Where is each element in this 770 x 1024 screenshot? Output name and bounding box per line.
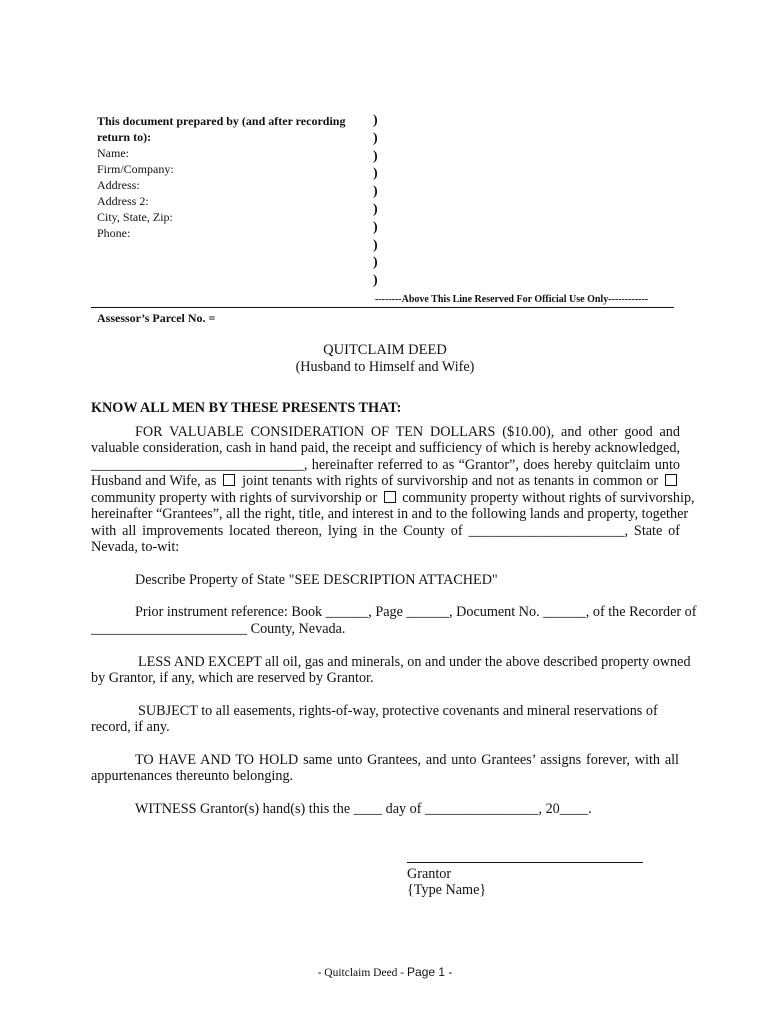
consideration-line-3: ______________________________, hereinafter referred to as “Grantor”, does hereby quitclaim unto: [91, 457, 680, 473]
know-all-men-heading: KNOW ALL MEN BY THESE PRESENTS THAT:: [91, 400, 402, 416]
name-field-label: Name:: [97, 146, 129, 160]
address2-field-label: Address 2:: [97, 194, 149, 208]
firm-field-label: Firm/Company:: [97, 162, 174, 176]
subject-to-line-1: SUBJECT to all easements, rights-of-way, protective covenants and mineral reservations of: [138, 703, 658, 719]
address-field-label: Address:: [97, 178, 140, 192]
official-use-divider: [91, 307, 674, 308]
line4-middle: joint tenants with rights of survivorship and not as tenants in common or: [242, 473, 659, 489]
city-state-zip-field-label: City, State, Zip:: [97, 210, 173, 224]
to-have-and-hold-line-2: appurtenances thereunto belonging.: [91, 768, 294, 784]
witness-line: WITNESS Grantor(s) hand(s) this the ____ day of ________________, 20____.: [135, 801, 592, 817]
grantor-type-name: {Type Name}: [407, 882, 487, 898]
footer-page-number: Page 1 -: [407, 965, 453, 979]
assessor-parcel-number: Assessor’s Parcel No. =: [97, 311, 216, 325]
line5-start: community property with rights of survivorship or: [91, 490, 378, 506]
joint-tenants-checkbox[interactable]: [223, 474, 235, 486]
community-property-no-survivorship-checkbox[interactable]: [384, 491, 396, 503]
consideration-line-6: hereinafter “Grantees”, all the right, title, and interest in and to the following lands and property, together: [91, 506, 689, 522]
paren: ): [373, 166, 378, 182]
paren: ): [373, 130, 378, 146]
prepared-by-heading-line2: return to):: [97, 130, 152, 144]
less-and-except-line-2: by Grantor, if any, which are reserved by Grantor.: [91, 670, 374, 686]
property-description: Describe Property of State "SEE DESCRIPTION ATTACHED": [135, 572, 498, 588]
paren: ): [373, 273, 378, 289]
community-property-survivorship-checkbox[interactable]: [665, 474, 677, 486]
official-use-notice: --------Above This Line Reserved For Official Use Only------------: [375, 294, 649, 305]
paren: ): [373, 184, 378, 200]
prior-instrument-line-2: ______________________ County, Nevada.: [91, 621, 346, 637]
footer-doc-name: - Quitclaim Deed -: [317, 967, 408, 979]
consideration-line-4: [91, 473, 680, 490]
grantor-label: Grantor: [407, 866, 452, 882]
paren: ): [373, 201, 378, 217]
page-footer: [0, 965, 770, 979]
phone-field-label: Phone:: [97, 226, 131, 240]
consideration-line-5: [91, 490, 695, 507]
paren: ): [373, 237, 378, 253]
subject-to-line-2: record, if any.: [91, 719, 170, 735]
document-subtitle: (Husband to Himself and Wife): [295, 359, 475, 375]
signature-line[interactable]: [407, 862, 643, 863]
less-and-except-line-1: LESS AND EXCEPT all oil, gas and minerals, on and under the above described property owned: [138, 654, 691, 670]
to-have-and-hold-line-1: TO HAVE AND TO HOLD same unto Grantees, and unto Grantees’ assigns forever, with all: [135, 752, 679, 768]
paren: ): [373, 219, 378, 235]
prepared-by-heading-line1: This document prepared by (and after recording: [97, 114, 346, 128]
paren-column: [373, 112, 378, 290]
consideration-line-8: Nevada, to-wit:: [91, 539, 180, 555]
consideration-line-2: valuable consideration, cash in hand paid, the receipt and sufficiency of which is hereby acknowledged,: [91, 440, 680, 456]
prior-instrument-line-1: Prior instrument reference: Book ______, Page ______, Document No. ______, of the Recorder of: [135, 604, 697, 620]
line5-end: community property without rights of survivorship,: [402, 490, 695, 506]
paren: ): [373, 113, 378, 128]
consideration-line-7: with all improvements located thereon, lying in the County of ______________________, State of: [91, 523, 680, 539]
line4-start: Husband and Wife, as: [91, 473, 217, 489]
consideration-line-1: FOR VALUABLE CONSIDERATION OF TEN DOLLARS ($10.00), and other good and: [135, 424, 680, 440]
document-title: QUITCLAIM DEED: [323, 342, 447, 358]
paren: ): [373, 255, 378, 271]
paren: ): [373, 148, 378, 164]
